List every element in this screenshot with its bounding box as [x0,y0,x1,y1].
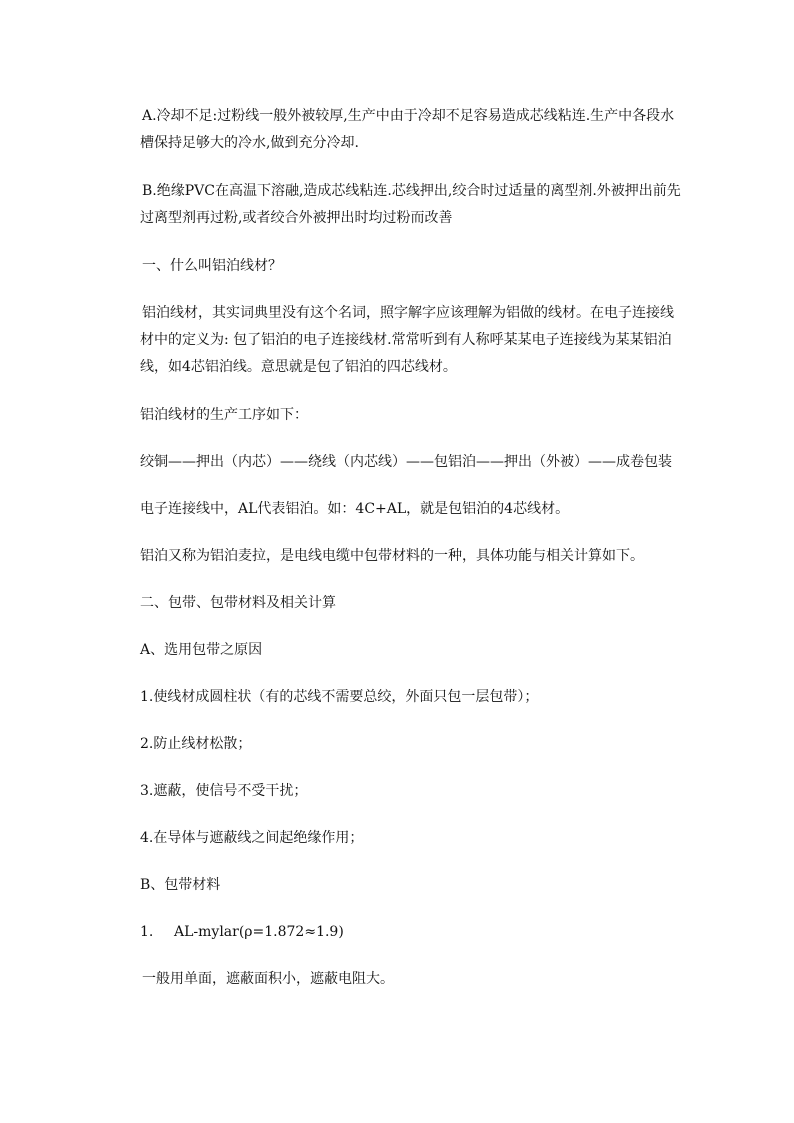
reason-item-4: 4.在导体与遮蔽线之间起绝缘作用； [140,830,364,846]
reason-item-3: 3.遮蔽，使信号不受干扰； [140,783,308,799]
heading-tape-reasons: A、选用包带之原因 [140,642,263,658]
paragraph-foil-mylar: 铝泊又称为铝泊麦拉，是电线电缆中包带材料的一种，具体功能与相关计算如下。 [140,548,644,564]
heading-aluminum-foil-wire: 一、什么叫铝泊线材？ [142,258,282,274]
heading-tape-material-list: B、包带材料 [140,877,221,893]
heading-tape-materials: 二、包带、包带材料及相关计算 [140,595,336,611]
paragraph-process-intro: 铝泊线材的生产工序如下： [140,407,308,423]
paragraph-single-side: 一般用单面，遮蔽面积小，遮蔽电阻大。 [142,971,394,987]
reason-item-2: 2.防止线材松散； [140,736,252,752]
material-list-text: AL-mylar(ρ=1.872≈1.9) [174,924,344,940]
paragraph-al-meaning: 电子连接线中，AL代表铝泊。如：4C+AL，就是包铝泊的4芯线材。 [140,501,570,517]
paragraph-process-steps: 绞铜——押出（内芯）——绕线（内芯线）——包铝泊——押出（外被）——成卷包装 [140,454,672,470]
material-list-item [140,919,685,946]
paragraph-cooling: A.冷却不足:过粉线一般外被较厚,生产中由于冷却不足容易造成芯线粘连.生产中各段水槽保持足够大的冷水,做到充分冷却. [140,108,675,151]
material-list-number: 1. [140,924,154,940]
reason-item-1: 1.使线材成圆柱状（有的芯线不需要总绞，外面只包一层包带）； [140,689,539,705]
paragraph-insulation: B.绝缘PVC在高温下溶融,造成芯线粘连.芯线押出,绞合时过适量的离型剂.外被押出前先过离型剂再过粉,或者绞合外被押出时均过粉而改善 [140,183,681,226]
paragraph-aluminum-foil-definition: 铝泊线材，其实词典里没有这个名词，照字解字应该理解为铝做的线材。在电子连接线材中的定义为: 包了铝泊的电子连接线材.常常听到有人称呼某某电子连接线为某某铝泊线，如4芯铝泊线。意思就是包了铝泊的四芯线材。 [140,305,674,375]
